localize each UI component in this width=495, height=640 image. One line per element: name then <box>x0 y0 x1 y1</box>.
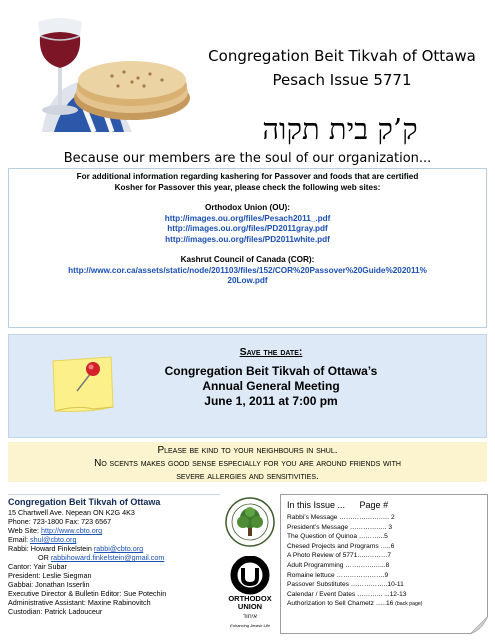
cor-heading: Kashrut Council of Canada (COR): <box>180 255 315 264</box>
contact-email-row <box>8 535 220 544</box>
executive-director: Executive Director & Bulletin Editor: Sue Potechin <box>8 589 167 598</box>
website-label: Web Site: <box>8 526 40 535</box>
toc-item-label[interactable]: Authorization to Sell Chametz …..16 <box>287 600 394 608</box>
passover-matzah-wine-image <box>20 14 198 132</box>
toc-item[interactable]: Calendar / Event Dates ………... ...12-13 <box>287 590 407 598</box>
cantor: Cantor: Yair Subar <box>8 562 67 571</box>
ou-logo-hebrew: איחוד <box>242 613 258 620</box>
toc-header <box>287 499 481 511</box>
rabbi-alt-email-link[interactable]: rabbihoward.finkelstein@gmail.com <box>50 553 165 562</box>
toc-item-note: (back page) <box>395 601 423 608</box>
contact-phone: Phone: 723-1800 Fax: 723 6567 <box>8 517 112 526</box>
toc-page-heading: Page # <box>359 500 389 510</box>
save-the-date-panel <box>8 334 487 438</box>
tagline: Because our members are the soul of our organization... <box>63 151 432 166</box>
kosher-intro-line: For additional information regarding kashering for Passover and foods that are certified <box>76 172 419 181</box>
cor-link-part[interactable]: 20Low.pdf <box>227 276 268 285</box>
toc-item-last[interactable] <box>287 599 481 610</box>
scent-free-notice <box>8 442 487 482</box>
page-curl-icon <box>470 616 488 634</box>
kosher-intro-line: Kosher for Passover this year, please check the following web sites: <box>114 182 381 192</box>
notice-line: Please be kind to your neighbours in shul. <box>157 445 338 456</box>
orthodox-union-logo <box>226 556 274 634</box>
ou-link[interactable]: http://images.ou.org/files/Pesach2011_.pdf <box>164 213 331 223</box>
toc-item[interactable]: President’s Message …………….. 3 <box>287 523 393 531</box>
agm-date: June 1, 2011 at 7:00 pm <box>204 394 338 408</box>
toc-item[interactable]: A Photo Review of 5771..…………7 <box>287 552 392 560</box>
email-link[interactable]: shul@cbto.org <box>29 535 77 544</box>
newsletter-title <box>196 44 488 92</box>
toc-item[interactable]: Passover Substitutes ……………..10-11 <box>287 581 404 589</box>
toc-item[interactable]: Romaine lettuce ………………….9 <box>287 571 389 579</box>
administrative-assistant: Administrative Assistant: Maxine Rabinovitch <box>8 598 151 607</box>
president: President: Leslie Siegman <box>8 571 92 580</box>
table-of-contents <box>280 494 488 634</box>
hebrew-title: ק’ק בית תקוה <box>262 112 418 146</box>
rabbi-label: Rabbi: Howard Finkelstein <box>8 544 92 553</box>
rabbi-row <box>8 544 220 553</box>
save-the-date-label <box>141 345 401 360</box>
cor-link[interactable] <box>9 266 486 287</box>
issue-name: Pesach Issue 5771 <box>272 71 412 89</box>
agm-line: Congregation Beit Tikvah of Ottawa’s <box>164 364 378 378</box>
rabbi-or-label: OR <box>38 553 49 562</box>
notice-line: No scents makes good sense especially for you are around friends with <box>94 458 401 469</box>
congregation-tree-seal-icon <box>224 496 276 548</box>
kosher-info-panel <box>8 168 487 328</box>
ou-link[interactable]: http://images.ou.org/files/PD2011white.pdf <box>165 234 330 244</box>
gabbai: Gabbai: Jonathan Isserlin <box>8 580 90 589</box>
toc-item[interactable]: Adult Programming ………….…...8 <box>287 561 390 569</box>
toc-item[interactable]: Chesed Projects and Programs …..6 <box>287 542 395 550</box>
rabbi-alt-row <box>8 553 220 562</box>
rabbi-email-link[interactable]: rabbi@cbto.org <box>93 544 144 553</box>
ou-link[interactable]: http://images.ou.org/files/PD2011gray.pdf <box>167 224 328 233</box>
toc-item[interactable]: The Question of Quinoa ………...5 <box>287 533 388 541</box>
toc-heading: In this Issue ... <box>287 500 346 510</box>
ou-logo-line2: UNION <box>237 602 263 611</box>
custodian: Custodian: Patrick Ladouceur <box>8 607 103 616</box>
contact-website-row <box>8 526 220 535</box>
agm-line: Annual General Meeting <box>202 379 340 393</box>
save-the-date-text: Save the date: <box>239 346 303 358</box>
ou-logo-line1: ORTHODOX <box>228 594 272 603</box>
toc-item[interactable]: Rabbi’s Message ……………….…. 2 <box>287 514 395 521</box>
cor-link-part[interactable]: http://www.cor.ca/assets/static/node/201103/files/152/COR%20Passover%20Guide%202011% <box>68 265 427 275</box>
contact-org-name: Congregation Beit Tikvah of Ottawa <box>8 497 161 507</box>
email-label: Email: <box>8 535 28 544</box>
website-link[interactable]: http://www.cbto.org <box>41 526 103 535</box>
congregation-name: Congregation Beit Tikvah of Ottawa <box>208 47 476 65</box>
contact-info <box>8 494 220 632</box>
agm-announcement <box>141 345 401 409</box>
ou-heading: Orthodox Union (OU): <box>204 203 291 212</box>
sticky-note-pin-icon <box>47 347 121 417</box>
contact-address: 15 Chartwell Ave. Nepean ON K2G 4K3 <box>8 508 135 517</box>
ou-logo-tagline: Enhancing Jewish Life <box>230 623 270 628</box>
notice-line: severe allergies and sensitivities. <box>176 471 319 482</box>
